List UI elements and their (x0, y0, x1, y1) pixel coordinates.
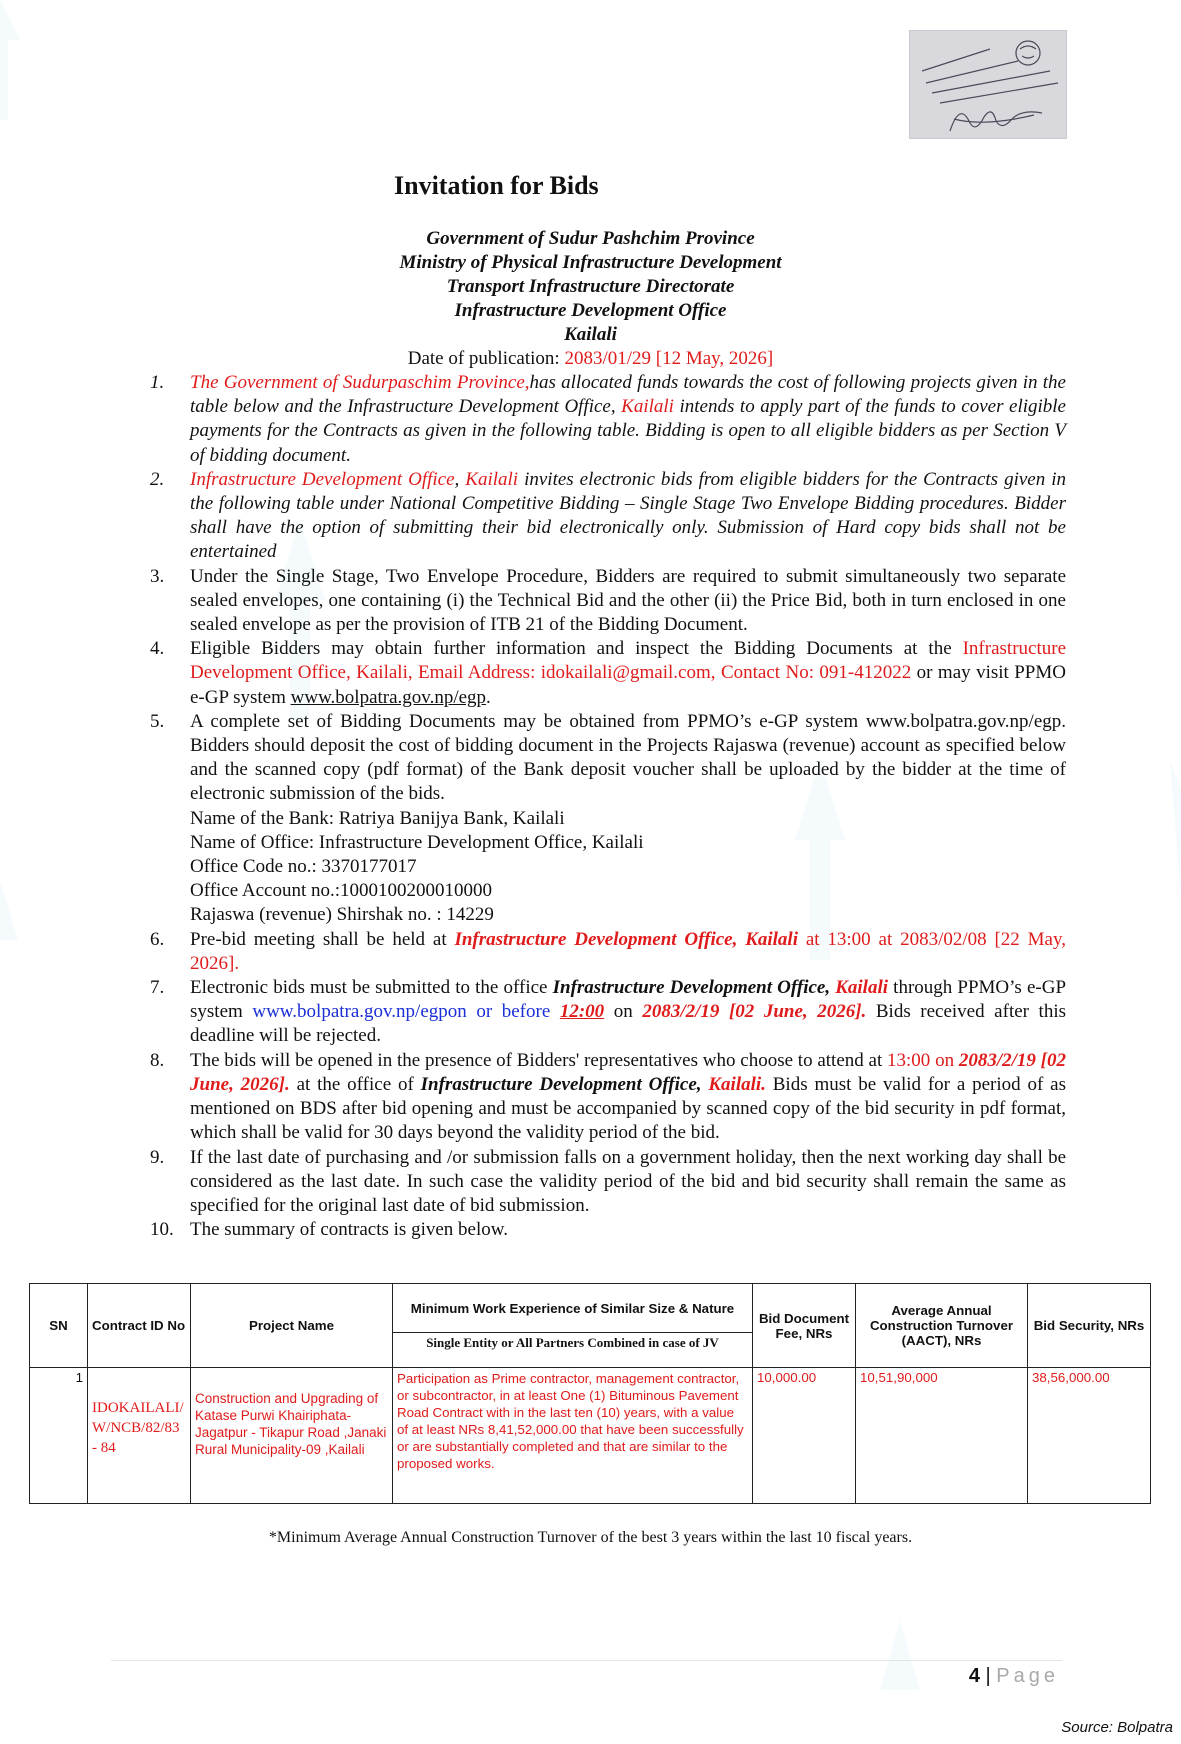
issuer-line: Kailali (564, 324, 617, 345)
clause-7: 7. Electronic bids must be submitted to the office Infrastructure Development Office, Kailali through PPMO’s e-GP system www.bolpatra.gov.np/egpon or before 12:00 on 2083/2/19 [02 June, 2026]. Bids received after this deadline will be rejected. (150, 977, 1067, 1047)
clause-2: 2. Infrastructure Development Office, Kailali invites electronic bids from eligible bidders for the Contracts given in the following table under National Competitive Bidding – Single Stage Two Envelope Bidding procedures. Bidder shall have the option of submitting their bid electronically only. Submission of Hard copy bids shall not be entertained (150, 468, 1066, 563)
source-credit: Source: Bolpatra (1061, 1719, 1173, 1736)
office-stamp-signature (909, 30, 1067, 139)
publication-value: 2083/01/29 [12 May, 2026] (564, 348, 774, 369)
egp-link[interactable]: www.bolpatra.gov.np/egp (252, 1001, 448, 1023)
clause-9: 9. If the last date of purchasing and /or submission falls on a government holiday, then the next working day shall be considered as the last date. In such case the validity period of the bid and bid security shall remain the same as specified for the original last date of bid submission. (150, 1146, 1066, 1216)
clause-6: 6. Pre-bid meeting shall be held at Infrastructure Development Office, Kailali at 13:00 at 2083/02/08 [22 May, 2026]. (150, 928, 1066, 974)
publication-label: Date of publication: (407, 348, 565, 369)
turnover-note: *Minimum Average Annual Construction Turnover of the best 3 years within the last 10 fiscal years. (268, 1529, 913, 1546)
table-row (30, 1368, 1151, 1504)
issuer-line: Ministry of Physical Infrastructure Development (399, 252, 782, 273)
cell-turnover: 10,51,90,000 (856, 1368, 1028, 1504)
footer-divider (111, 1660, 1062, 1661)
clause-1: 1. The Government of Sudurpaschim Province,has allocated funds towards the cost of following projects given in the table below and the Infrastructure Development Office, Kailali intends to apply part of the funds to cover eligible payments for the Contracts as given in the following table. Bidding is open to all eligible bidders as per Section V of bidding document. (150, 372, 1066, 466)
header-experience-sub: Single Entity or All Partners Combined in case of JV (393, 1333, 753, 1368)
bank-detail: Rajaswa (revenue) Shirshak no. : 14229 (190, 904, 494, 926)
header-sn: SN (30, 1284, 88, 1368)
cell-experience: Participation as Prime contractor, management contractor, or subcontractor, in at least One (1) Bituminous Pavement Road Contract with in the last ten (10) years, with a value of at least NRs 8,41,52,000.00 that have been successfully or are substantially completed and that are similar to the proposed works. (393, 1368, 753, 1504)
contracts-table (29, 1283, 1151, 1504)
cell-fee: 10,000.00 (753, 1368, 856, 1504)
publication-date (0, 347, 1181, 371)
clause-4: 4. Eligible Bidders may obtain further information and inspect the Bidding Documents at the Infrastructure Development Office, Kailali, Email Address: idokailali@gmail.com, Contact No: 091-412022 or may visit PPMO e-GP system www.bolpatra.gov.np/egp. (150, 638, 1066, 708)
cell-contract-id: IDOKAILALI/W/NCB/82/83 - 84 (88, 1368, 191, 1504)
header-contract-id: Contract ID No (88, 1284, 191, 1368)
bid-clauses (150, 371, 1066, 1242)
egp-link[interactable]: www.bolpatra.gov.np/egp (290, 686, 487, 708)
clause-8: 8. The bids will be opened in the presence of Bidders' representatives who choose to attend at 13:00 on 2083/2/19 [02 June, 2026]. at the office of Infrastructure Development Office, Kailali. Bids must be valid for a period of as mentioned on BDS after bid opening and must be accompanied by scanned copy of the bid security in pdf format, which shall be valid for 30 days beyond the validity period of the bid. (150, 1049, 1066, 1144)
bank-detail: Name of the Bank: Ratriya Banijya Bank, Kailali (190, 807, 565, 829)
header-project-name: Project Name (191, 1284, 393, 1368)
page-number: 4 | Page (968, 1665, 1059, 1687)
issuer-line: Infrastructure Development Office (454, 300, 727, 321)
cell-sn: 1 (30, 1368, 88, 1504)
header-experience: Minimum Work Experience of Similar Size & Nature (393, 1284, 753, 1333)
issuer-line: Government of Sudur Pashchim Province (426, 228, 755, 249)
clause-3: 3. Under the Single Stage, Two Envelope Procedure, Bidders are required to submit simultaneously two separate sealed envelopes, one containing (i) the Technical Bid and the other (ii) the Price Bid, both in turn enclosed in one sealed envelope as per the provision of ITB 21 of the Bidding Document. (150, 565, 1066, 636)
cell-security: 38,56,000.00 (1028, 1368, 1151, 1504)
issuer-line: Transport Infrastructure Directorate (446, 276, 735, 297)
bank-detail: Name of Office: Infrastructure Development Office, Kailali (190, 831, 644, 853)
cell-project-name: Construction and Upgrading of Katase Purwi Khairiphata-Jagatpur - Tikapur Road ,Janaki Rural Municipality-09 ,Kailali (191, 1368, 393, 1504)
header-fee: Bid Document Fee, NRs (753, 1284, 856, 1368)
bank-detail: Office Account no.:1000100200010000 (190, 880, 493, 902)
clause-10: 10. The summary of contracts is given below. (150, 1219, 508, 1241)
clause-5: 5. A complete set of Bidding Documents may be obtained from PPMO’s e-GP system www.bolpatra.gov.np/egp. Bidders should deposit the cost of bidding document in the Projects Rajaswa (revenue) account as specified below and the scanned copy (pdf format) of the Bank deposit voucher shall be uploaded by the bidder at the time of electronic submission of the bids. Name of the Bank: Ratriya Banijya Bank, Kailali Name of Office: Infrastructure Development Office, Kailali Office Code no.: 3370177017 Office Account no.:1000100200010000 Rajaswa (revenue) Shirshak no. : 14229 (150, 710, 1066, 928)
issuer-header (0, 227, 1181, 347)
page-title: Invitation for Bids (394, 171, 599, 200)
bank-detail: Office Code no.: 3370177017 (190, 856, 417, 878)
header-security: Bid Security, NRs (1028, 1284, 1151, 1368)
header-turnover: Average Annual Construction Turnover (AACT), NRs (856, 1284, 1028, 1368)
